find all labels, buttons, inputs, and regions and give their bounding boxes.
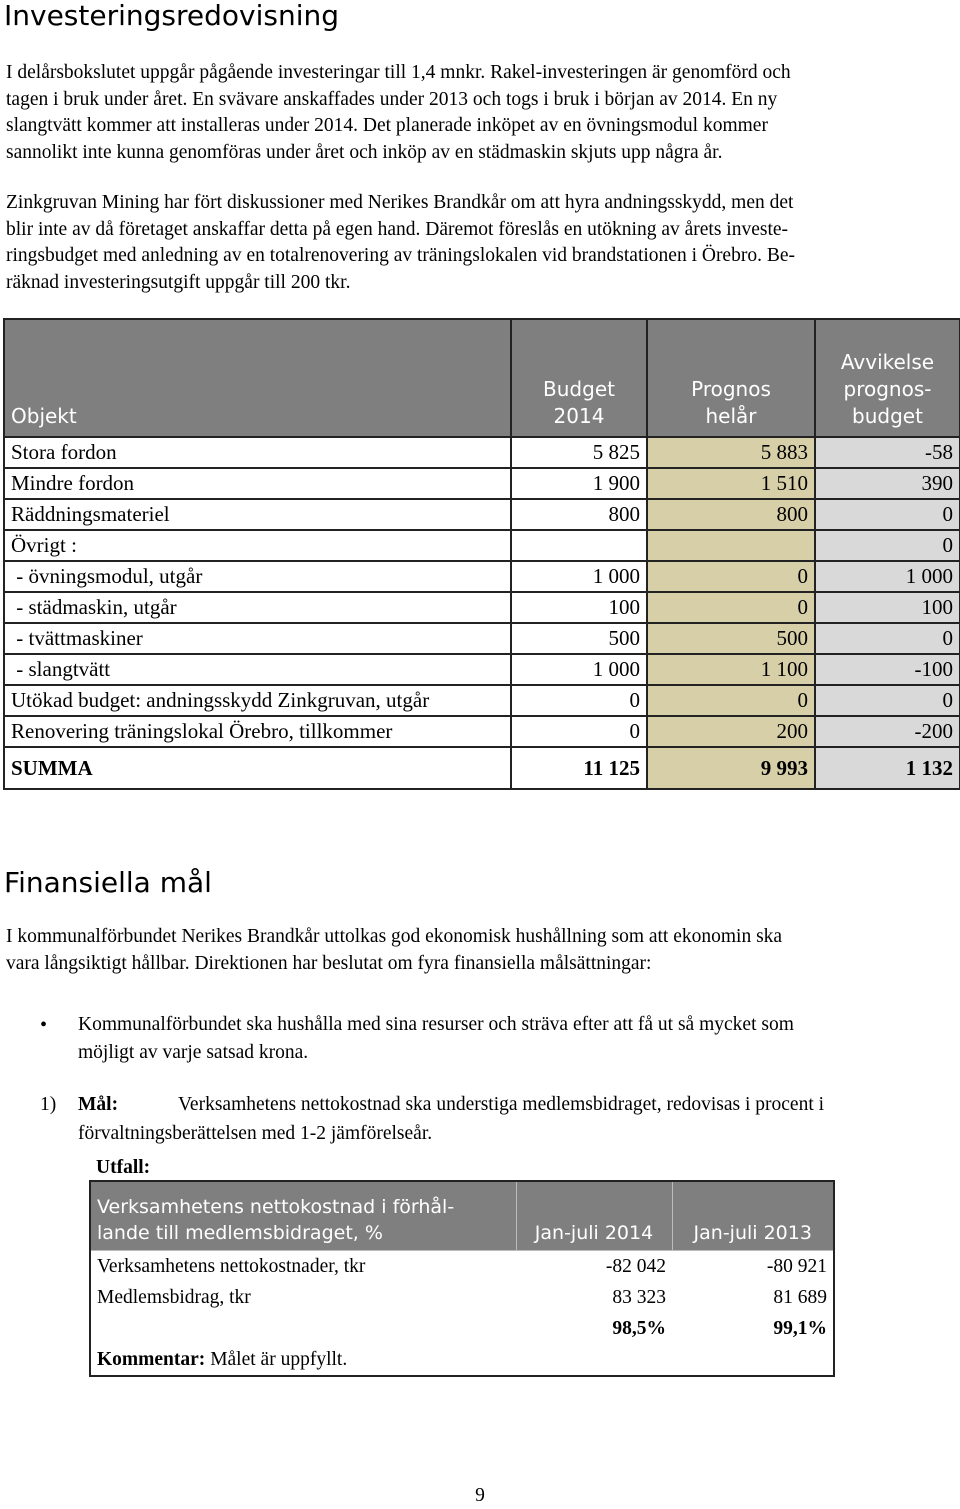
row-budget: 500 [511, 623, 647, 654]
row-avvikelse: 390 [815, 468, 960, 499]
goal-number: 1) [40, 1094, 57, 1115]
row-avvikelse: 0 [815, 530, 960, 561]
row-budget [511, 530, 647, 561]
header-prognos-line: helår [705, 404, 757, 428]
table-row [4, 654, 960, 685]
text-line: sannolikt inte kunna genomföras under året och inköp av en städmaskin skjuts upp några år. [6, 141, 723, 163]
row-avvikelse: 0 [815, 685, 960, 716]
header-budget-line: Budget [543, 377, 615, 401]
row-budget: 1 000 [511, 654, 647, 685]
outcome-table-header [90, 1181, 834, 1251]
row-avvikelse: -100 [815, 654, 960, 685]
outcome-table [89, 1180, 835, 1377]
header-budget-line: 2014 [553, 404, 605, 428]
outcome-header-title [90, 1181, 516, 1251]
row-label: Mindre fordon [4, 468, 511, 499]
row-budget: 0 [511, 685, 647, 716]
header-line: lande till medlemsbidraget, % [97, 1222, 383, 1244]
table-row [4, 716, 960, 747]
table-row [4, 530, 960, 561]
header-avvikelse-line: Avvikelse [840, 350, 935, 374]
table-row [4, 592, 960, 623]
row-label: - städmaskin, utgår [4, 592, 511, 623]
row-budget: 800 [511, 499, 647, 530]
comment-cell [90, 1344, 834, 1376]
row-prognos: 0 [647, 561, 815, 592]
table-row [4, 499, 960, 530]
row-value-2013: 81 689 [773, 1287, 827, 1308]
row-prognos: 1 510 [647, 468, 815, 499]
bullet-text [78, 1011, 928, 1067]
investment-table [3, 318, 960, 790]
page-heading: Investeringsredovisning [4, 0, 340, 32]
text-line: ringsbudget med anledning av en totalrenovering av träningslokalen vid brandstationen i Örebro. Be- [6, 245, 795, 266]
row-prognos: 0 [647, 592, 815, 623]
row-budget: 1 900 [511, 468, 647, 499]
row-label: - slangtvätt [4, 654, 511, 685]
row-label: Verksamhetens nettokostnader, tkr [97, 1256, 366, 1277]
row-avvikelse: 100 [815, 592, 960, 623]
comment-text: Målet är uppfyllt. [205, 1349, 348, 1370]
row-prognos: 0 [647, 685, 815, 716]
text-line: blir inte av då företaget anskaffar detta på egen hand. Däremot föreslås en utökning av årets investe- [6, 218, 789, 240]
header-avvikelse [815, 319, 960, 437]
row-prognos: 1 100 [647, 654, 815, 685]
row-label: Övrigt : [4, 530, 511, 561]
row-prognos [647, 530, 815, 561]
row-budget: 100 [511, 592, 647, 623]
text-line: Zinkgruvan Mining har fört diskussioner med Nerikes Brandkår om att hyra andningsskydd, men det [6, 192, 794, 213]
outcome-header-2013: Jan-juli 2013 [672, 1181, 834, 1251]
row-label [90, 1313, 516, 1344]
row-value-2013: 99,1% [773, 1318, 827, 1339]
investment-table-header [4, 319, 960, 437]
row-label: - tvättmaskiner [4, 623, 511, 654]
paragraph-investments [6, 60, 932, 166]
row-budget: 0 [511, 716, 647, 747]
table-row [90, 1313, 834, 1344]
comment-row [90, 1344, 834, 1376]
text-line: tagen i bruk under året. En svävare anskaffades under 2013 och togs i bruk i början av 2014. En ny [6, 88, 778, 110]
row-avvikelse: 0 [815, 623, 960, 654]
header-avvikelse-line: prognos- [843, 377, 932, 401]
header-avvikelse-line: budget [852, 404, 923, 428]
paragraph-zinkgruvan [6, 190, 932, 296]
row-label: Stora fordon [4, 437, 511, 468]
section-heading: Finansiella mål [4, 866, 212, 899]
text-line: Kommunalförbundet ska hushålla med sina resurser och sträva efter att få ut så mycket som [78, 1014, 794, 1035]
page-number: 9 [475, 1485, 485, 1506]
summa-label: SUMMA [4, 747, 511, 789]
goal-label: Mål: [78, 1094, 119, 1115]
table-row [4, 623, 960, 654]
row-prognos: 800 [647, 499, 815, 530]
comment-label: Kommentar: [97, 1349, 206, 1370]
row-value-2014: 83 323 [612, 1287, 666, 1308]
row-label: Räddningsmateriel [4, 499, 511, 530]
summa-budget: 11 125 [511, 747, 647, 789]
row-avvikelse: -200 [815, 716, 960, 747]
goal-text-continued: förvaltningsberättelsen med 1-2 jämförelseår. [78, 1123, 433, 1144]
row-label: Medlemsbidrag, tkr [97, 1287, 251, 1308]
text-line: slangtvätt kommer att installeras under 2014. Det planerade inköpet av en övningsmodul kommer [6, 115, 768, 136]
outcome-header-2014: Jan-juli 2014 [516, 1181, 672, 1251]
row-value-2014: 98,5% [612, 1318, 666, 1339]
row-avvikelse: 0 [815, 499, 960, 530]
row-label: - övningsmodul, utgår [4, 561, 511, 592]
text-line: vara långsiktigt hållbar. Direktionen har beslutat om fyra finansiella målsättningar: [6, 952, 652, 974]
row-prognos: 500 [647, 623, 815, 654]
row-label: Utökad budget: andningsskydd Zinkgruvan, utgår [4, 685, 511, 716]
bullet-icon: • [40, 1014, 48, 1036]
table-row [4, 561, 960, 592]
row-value-2014: -82 042 [605, 1256, 666, 1277]
text-line: I delårsbokslutet uppgår pågående investeringar till 1,4 mnkr. Rakel-investeringen är genomförd och [6, 62, 791, 83]
summa-avvikelse: 1 132 [815, 747, 960, 789]
table-row [4, 685, 960, 716]
header-objekt: Objekt [4, 319, 511, 437]
utfall-label: Utfall: [96, 1157, 151, 1178]
row-label: Renovering träningslokal Örebro, tillkommer [4, 716, 511, 747]
row-avvikelse: 1 000 [815, 561, 960, 592]
header-budget [511, 319, 647, 437]
paragraph-financial-goals [6, 924, 932, 977]
row-avvikelse: -58 [815, 437, 960, 468]
row-prognos: 5 883 [647, 437, 815, 468]
header-line: Verksamhetens nettokostnad i förhål- [97, 1196, 455, 1218]
table-row [90, 1282, 834, 1313]
header-prognos-line: Prognos [691, 377, 771, 401]
table-row [90, 1251, 834, 1283]
row-value-2013: -80 921 [766, 1256, 827, 1277]
text-line: räknad investeringsutgift uppgår till 200 tkr. [6, 271, 351, 293]
row-budget: 1 000 [511, 561, 647, 592]
summa-prognos: 9 993 [647, 747, 815, 789]
header-prognos [647, 319, 815, 437]
row-budget: 5 825 [511, 437, 647, 468]
text-line: I kommunalförbundet Nerikes Brandkår uttolkas god ekonomisk hushållning som att ekonomin ska [6, 926, 783, 947]
table-row [4, 468, 960, 499]
summa-row [4, 747, 960, 789]
table-row [4, 437, 960, 468]
goal-text: Verksamhetens nettokostnad ska understiga medlemsbidraget, redovisas i procent i [178, 1094, 825, 1115]
text-line: möjligt av varje satsad krona. [78, 1042, 309, 1063]
row-prognos: 200 [647, 716, 815, 747]
